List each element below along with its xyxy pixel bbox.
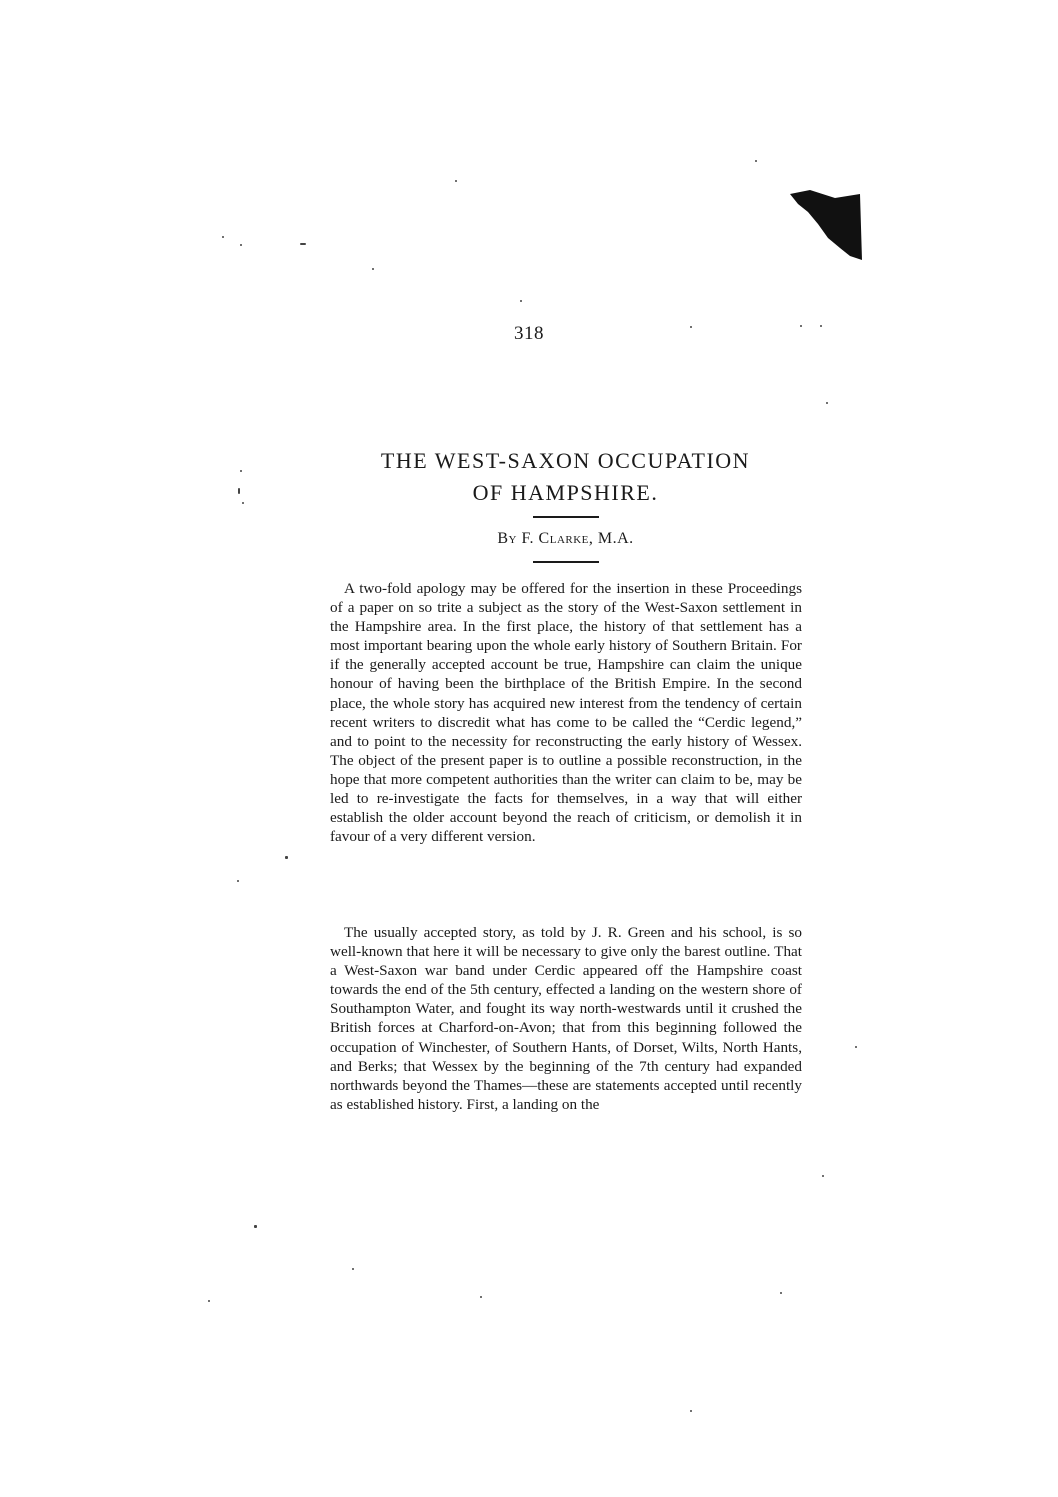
body-paragraph-2: The usually accepted story, as told by J. R. Green and his school, is so well-known that here it will be necessary to give only the barest outline. That a West-Saxon war band under Cerdic appeared off the Hampshire coast towards the end of the 5th century, effected a landing on the western shore of Southampton Water, and fought its way north-westwards until it crushed the British forces at Charford-on-Avon; that from this beginning followed the occupation of Winchester, of Southern Hants, of Dorset, Wilts, North Hants, and Berks; that Wessex by the beginning of the 7th century had expanded northwards beyond the Thames—these are statements accepted until recently as established history. First, a landing on the [330,924,802,1113]
torn-corner-mark [790,190,862,262]
byline-prefix: By [497,530,517,547]
page-number: 318 [514,323,544,344]
byline [0,530,1058,548]
byline-author: F. Clarke, M.A. [521,530,634,547]
article-title-line-1: THE WEST-SAXON OCCUPATION [380,448,751,473]
body-paragraph-1: A two-fold apology may be offered for the insertion in these Proceedings of a paper on so trite a subject as the story of the West-Saxon settlement in the Hampshire area. In the first place, the history of that settlement has a most important bearing upon the whole early history of Southern Britain. For if the generally accepted account be true, Hampshire can claim the unique honour of having been the birthplace of the British Empire. In the second place, the whole story has acquired new interest from the tendency of certain recent writers to discredit what has come to be called the “Cerdic legend,” and to point to the necessity for reconstructing the early history of Wessex. The object of the present paper is to outline a possible reconstruction, in the hope that more competent authorities than the writer can claim to be, may be led to re-investigate the facts for themselves, in a way that will either establish the older account beyond the reach of criticism, or demolish it in favour of a very different version. [330,580,802,846]
title-rule [533,516,599,518]
article-title-line-2: OF HAMPSHIRE. [472,480,659,505]
byline-rule [533,561,599,563]
